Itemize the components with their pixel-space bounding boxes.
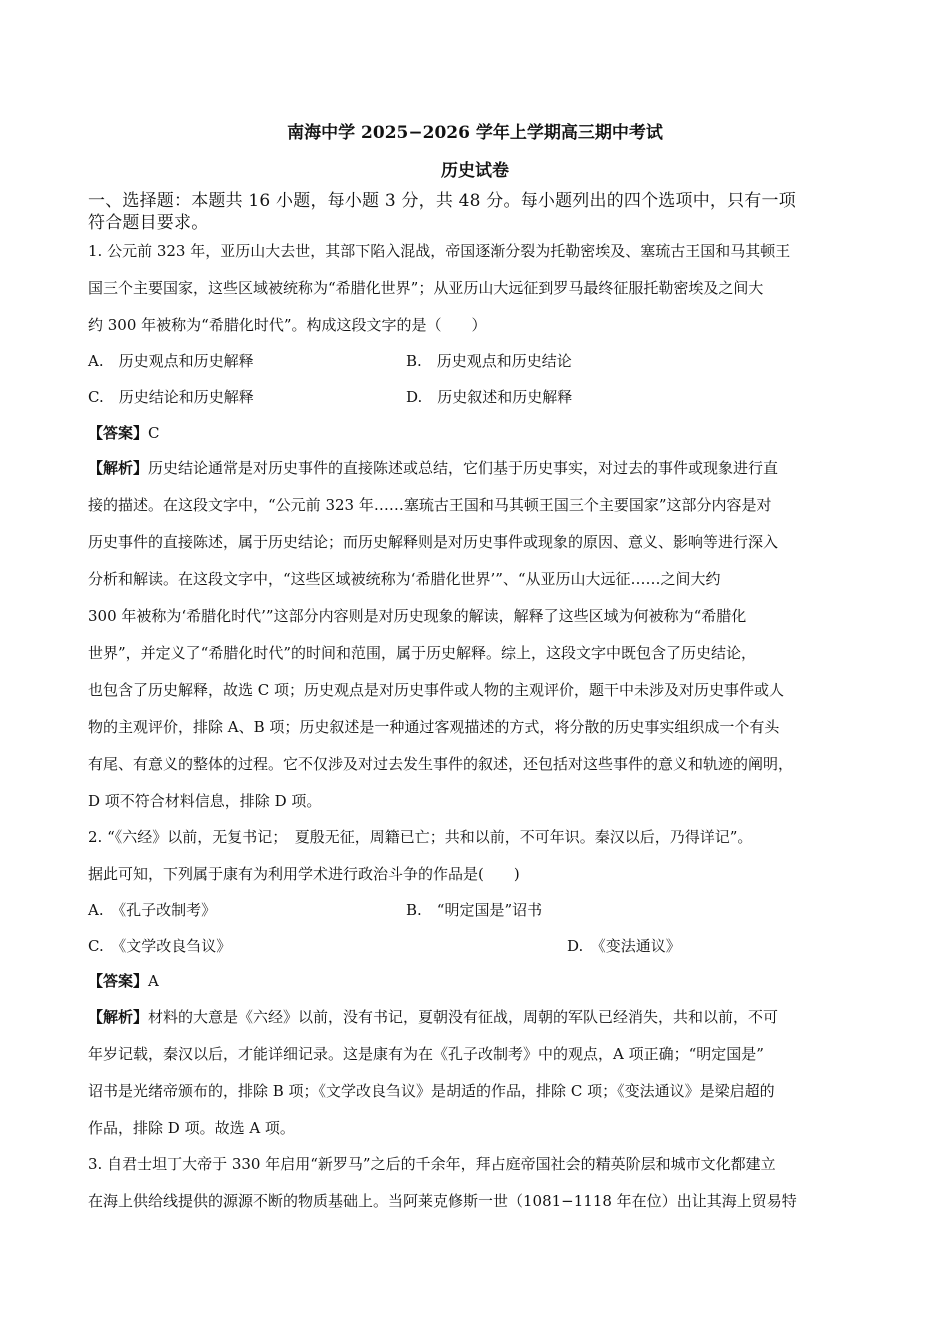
answer-value: C (148, 424, 160, 442)
analysis-tag: 【解析】 (88, 459, 149, 477)
q1-stem-line: 1. 公元前 323 年，亚历山大去世，其部下陷入混战，帝国逐渐分裂为托勒密埃及、塞琉古王国和马其顿王 (88, 242, 791, 260)
q1-option-c: C. 历史结论和历史解释 (88, 388, 254, 406)
q1-analysis-line: 分析和解读。在这段文字中，“这些区域被统称为‘希腊化世界’”、“从亚历山大远征……之间大约 (88, 570, 721, 588)
q3-stem-line: 3. 自君士坦丁大帝于 330 年启用“新罗马”之后的千余年，拜占庭帝国社会的精英阶层和城市文化都建立 (88, 1155, 776, 1173)
q2-option-c: C. 《文学改良刍议》 (88, 937, 232, 955)
q1-option-a: A. 历史观点和历史解释 (88, 352, 254, 370)
q2-analysis-line: 年岁记载，秦汉以后，才能详细记录。这是康有为在《孔子改制考》中的观点，A 项正确；“明定国是” (88, 1045, 764, 1063)
analysis-text: 历史结论通常是对历史事件的直接陈述或总结，它们基于历史事实，对过去的事件或现象进行直 (148, 459, 779, 477)
q1-analysis-line: 世界”，并定义了“希腊化时代”的时间和范围，属于历史解释。综上，这段文字中既包含了历史结论， (88, 644, 757, 662)
q2-stem-line: 2. “《六经》以前，无复书记； 夏殷无征，周籍已亡；共和以前，不可年识。秦汉以后，乃得详记”。 (88, 828, 753, 846)
analysis-tag: 【解析】 (88, 1008, 149, 1026)
q1-option-b: B. 历史观点和历史结论 (406, 352, 572, 370)
q1-analysis-line: 历史事件的直接陈述，属于历史结论；而历史解释则是对历史事件或现象的原因、意义、影响等进行深入 (88, 533, 779, 551)
q2-analysis-line: 作品，排除 D 项。故选 A 项。 (88, 1119, 295, 1137)
q2-analysis-line: 诏书是光绪帝颁布的，排除 B 项；《文学改良刍议》是胡适的作品，排除 C 项；《变法通议》是梁启超的 (88, 1082, 775, 1100)
section-instruction-line-2: 符合题目要求。 (88, 213, 209, 233)
q2-option-a: A. 《孔子改制考》 (88, 901, 217, 919)
answer-tag: 【答案】 (88, 972, 149, 990)
answer-value: A (148, 972, 159, 990)
q1-stem-line: 国三个主要国家，这些区域被统称为“希腊化世界”；从亚历山大远征到罗马最终征服托勒密埃及之间大 (88, 279, 764, 297)
q1-analysis-line: 物的主观评价，排除 A、B 项；历史叙述是一种通过客观描述的方式，将分散的历史事实组织成一个有头 (88, 718, 780, 736)
q2-analysis-line (88, 1006, 878, 1028)
answer-tag: 【答案】 (88, 424, 149, 442)
q1-analysis-line: 接的描述。在这段文字中，“公元前 323 年……塞琉古王国和马其顿王国三个主要国家”这部分内容是对 (88, 496, 772, 514)
q1-answer (88, 422, 878, 444)
q2-option-d: D. 《变法通议》 (567, 937, 681, 955)
analysis-text: 材料的大意是《六经》以前，没有书记，夏朝没有征战，周朝的军队已经消失，共和以前，不可 (148, 1008, 779, 1026)
section-instruction-line-1: 一、选择题：本题共 16 小题，每小题 3 分，共 48 分。每小题列出的四个选项中，只有一项 (88, 191, 796, 211)
q2-stem-line: 据此可知，下列属于康有为利用学术进行政治斗争的作品是( ) (88, 865, 520, 883)
q3-stem-line: 在海上供给线提供的源源不断的物质基础上。当阿莱克修斯一世（1081−1118 年在位）出让其海上贸易特 (88, 1192, 797, 1210)
exam-title: 南海中学 2025−2026 学年上学期高三期中考试 (287, 123, 663, 143)
q1-stem-line: 约 300 年被称为“希腊化时代”。构成这段文字的是（ ） (88, 316, 487, 334)
q1-analysis-line: 也包含了历史解释，故选 C 项；历史观点是对历史事件或人物的主观评价，题干中未涉及对历史事件或人 (88, 681, 785, 699)
q1-analysis-line: D 项不符合材料信息，排除 D 项。 (88, 792, 322, 810)
q1-analysis-line: 有尾、有意义的整体的过程。它不仅涉及对过去发生事件的叙述，还包括对这些事件的意义和轨迹的阐明， (88, 755, 794, 773)
q1-analysis-line (88, 457, 878, 479)
q1-analysis-line: 300 年被称为‘希腊化时代’”这部分内容则是对历史现象的解读，解释了这些区域为何被称为“希腊化 (88, 607, 747, 625)
q2-answer (88, 970, 878, 992)
q1-option-d: D. 历史叙述和历史解释 (406, 388, 573, 406)
q2-option-b: B. “明定国是”诏书 (406, 901, 543, 919)
exam-subtitle: 历史试卷 (441, 161, 509, 181)
